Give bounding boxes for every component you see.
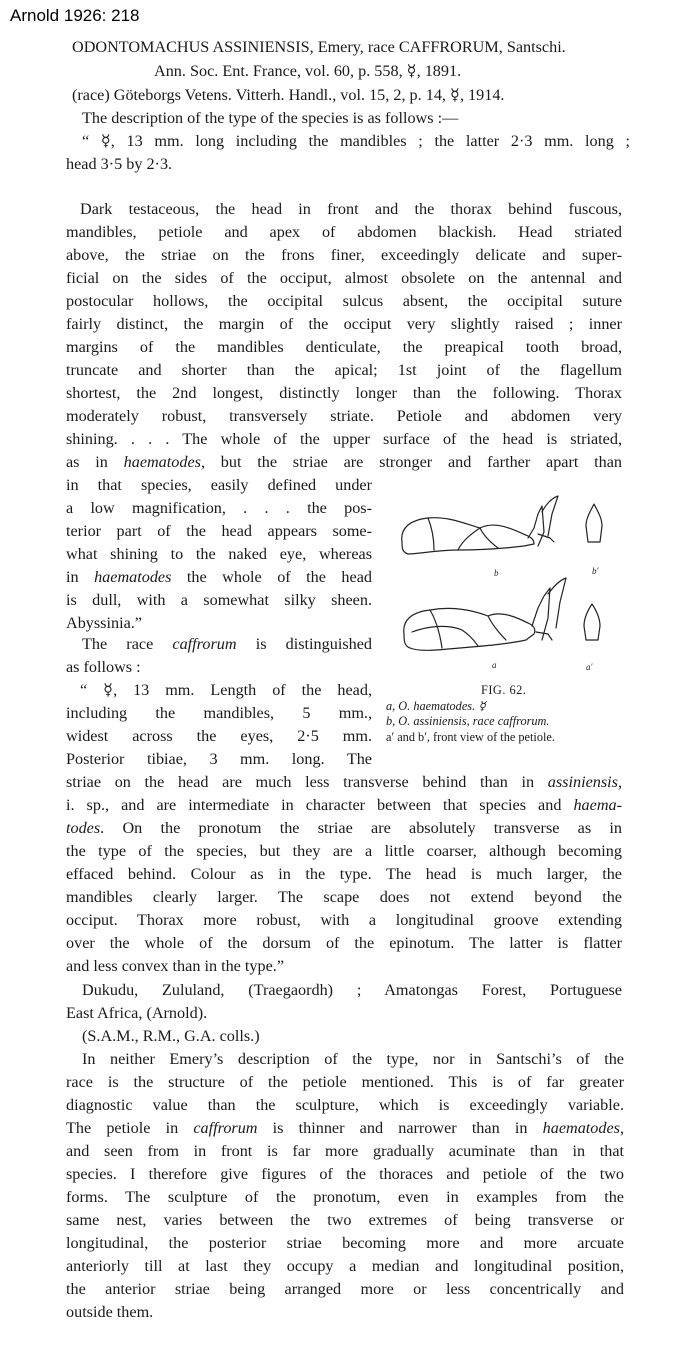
race-description-line: mandibles clearly larger. The scape does not extend beyond the: [66, 888, 622, 906]
type-measurement-line: head 3·5 by 2·3.: [66, 155, 173, 173]
description-line: moderately robust, transversely striate. Petiole and abdomen very: [66, 407, 622, 425]
description-line: in that species, easily defined under: [66, 476, 372, 494]
description-line: mandibles, petiole and apex of abdomen blackish. Head striated: [66, 223, 622, 241]
figure-caption-b-text: b, O. assiniensis, race caffrorum.: [386, 714, 550, 728]
figure-a-thorax: [404, 608, 535, 650]
discussion-line: In neither Emery’s description of the type, nor in Santschi’s of the: [82, 1050, 624, 1068]
figure-label-a: a: [492, 660, 497, 670]
race-intro-line: The race caffrorum is distinguished: [82, 635, 372, 653]
figure-label-b: b: [494, 568, 499, 578]
description-line: truncate and shorter than the apical; 1st joint of the flagellum: [66, 361, 622, 379]
description-line: as in haematodes, but the striae are stronger and farther apart than: [66, 453, 622, 471]
species-heading: ODONTOMACHUS ASSINIENSIS, Emery, race CAFFRORUM, Santschi.: [72, 38, 566, 56]
description-line: shortest, the 2nd longest, distinctly longer than the following. Thorax: [66, 384, 622, 402]
figure-62-drawing: [388, 484, 678, 684]
figure-b-prime-petiole-front: [586, 504, 602, 542]
type-measurement-line: “ ☿, 13 mm. long including the mandibles ; the latter 2·3 mm. long ;: [82, 132, 630, 150]
race-description-line: over the whole of the dorsum of the epinotum. The latter is flatter: [66, 934, 622, 952]
figure-caption-c: a′ and b′, front view of the petiole.: [386, 730, 555, 744]
race-description-line: the type of the species, but they are a little coarser, although becoming: [66, 842, 622, 860]
description-line: shining. . . . The whole of the upper surface of the head is striated,: [66, 430, 622, 448]
race-description-line: and less convex than in the type.”: [66, 957, 285, 975]
locality-line: Dukudu, Zululand, (Traegaordh) ; Amatongas Forest, Portuguese: [82, 981, 622, 999]
intro-line: The description of the type of the species is as follows :—: [82, 109, 459, 127]
race-description-line: i. sp., and are intermediate in character between that species and haema-: [66, 796, 622, 814]
description-line: Dark testaceous, the head in front and the thorax behind fuscous,: [80, 200, 622, 218]
race-description-line: effaced behind. Colour as in the type. The head is much larger, the: [66, 865, 622, 883]
citation-1: Ann. Soc. Ent. France, vol. 60, p. 558, ☿, 1891.: [154, 62, 462, 80]
description-line: ficial on the sides of the occiput, almost obsolete on the antennal and: [66, 269, 622, 287]
race-description-line: occiput. Thorax more robust, with a longitudinal groove extending: [66, 911, 622, 929]
description-line: margins of the mandibles denticulate, the preapical tooth broad,: [66, 338, 622, 356]
figure-b-thorax: [402, 518, 534, 554]
discussion-line: and seen from in front is far more gradually acuminate than in that: [66, 1142, 624, 1160]
discussion-line: The petiole in caffrorum is thinner and narrower than in haematodes,: [66, 1119, 625, 1137]
discussion-line: diagnostic value than the sculpture, which is exceedingly variable.: [66, 1096, 624, 1114]
discussion-line: forms. The sculpture of the pronotum, even in examples from the: [66, 1188, 624, 1206]
race-description-line: widest across the eyes, 2·5 mm.: [66, 727, 372, 745]
description-line: fairly distinct, the margin of the occiput very slightly raised ; inner: [66, 315, 622, 333]
discussion-line: same nest, varies between the two extremes of being transverse or: [66, 1211, 624, 1229]
description-line: is dull, with a somewhat silky sheen.: [66, 591, 372, 609]
discussion-line: the anterior striae being arranged more or less concentrically and: [66, 1280, 624, 1298]
collections-line: (S.A.M., R.M., G.A. colls.): [82, 1027, 260, 1045]
discussion-line: longitudinal, the posterior striae becoming more and more arcuate: [66, 1234, 624, 1252]
citation-2: (race) Göteborgs Vetens. Vitterh. Handl., vol. 15, 2, p. 14, ☿, 1914.: [72, 86, 505, 104]
discussion-line: race is the structure of the petiole mentioned. This is of far greater: [66, 1073, 624, 1091]
description-line: Abyssinia.”: [66, 614, 142, 632]
description-line: a low magnification, . . . the pos-: [66, 499, 372, 517]
figure-title: FIG. 62.: [481, 683, 527, 697]
description-line: in haematodes the whole of the head: [66, 568, 372, 586]
figure-label-b-prime: b′: [592, 566, 599, 576]
locality-line: East Africa, (Arnold).: [66, 1004, 208, 1022]
race-description-line: striae on the head are much less transverse behind than in assiniensis,: [66, 773, 622, 791]
description-line: terior part of the head appears some-: [66, 522, 372, 540]
figure-caption-a-text: a, O. haematodes. ☿: [386, 699, 486, 713]
figure-label-a-prime: a′: [586, 662, 593, 672]
discussion-line: outside them.: [66, 1303, 154, 1321]
figure-caption-b: [386, 714, 550, 728]
race-intro-line: as follows :: [66, 658, 141, 676]
discussion-line: anteriorly till at last they occupy a median and longitudinal position,: [66, 1257, 624, 1275]
description-line: what shining to the naked eye, whereas: [66, 545, 372, 563]
discussion-line: species. I therefore give figures of the thoraces and petiole of the two: [66, 1165, 624, 1183]
figure-a-prime-petiole-front: [584, 604, 600, 640]
race-description-line: Posterior tibiae, 3 mm. long. The: [66, 750, 372, 768]
race-description-line: todes. On the pronotum the striae are absolutely transverse as in: [66, 819, 622, 837]
page-label: Arnold 1926: 218: [10, 6, 140, 25]
figure-caption-a: [386, 699, 486, 713]
description-line: above, the striae on the frons finer, exceedingly delicate and super-: [66, 246, 622, 264]
race-description-line: including the mandibles, 5 mm.,: [66, 704, 372, 722]
description-line: postocular hollows, the occipital sulcus absent, the occipital suture: [66, 292, 622, 310]
race-description-line: “ ☿, 13 mm. Length of the head,: [80, 681, 372, 699]
